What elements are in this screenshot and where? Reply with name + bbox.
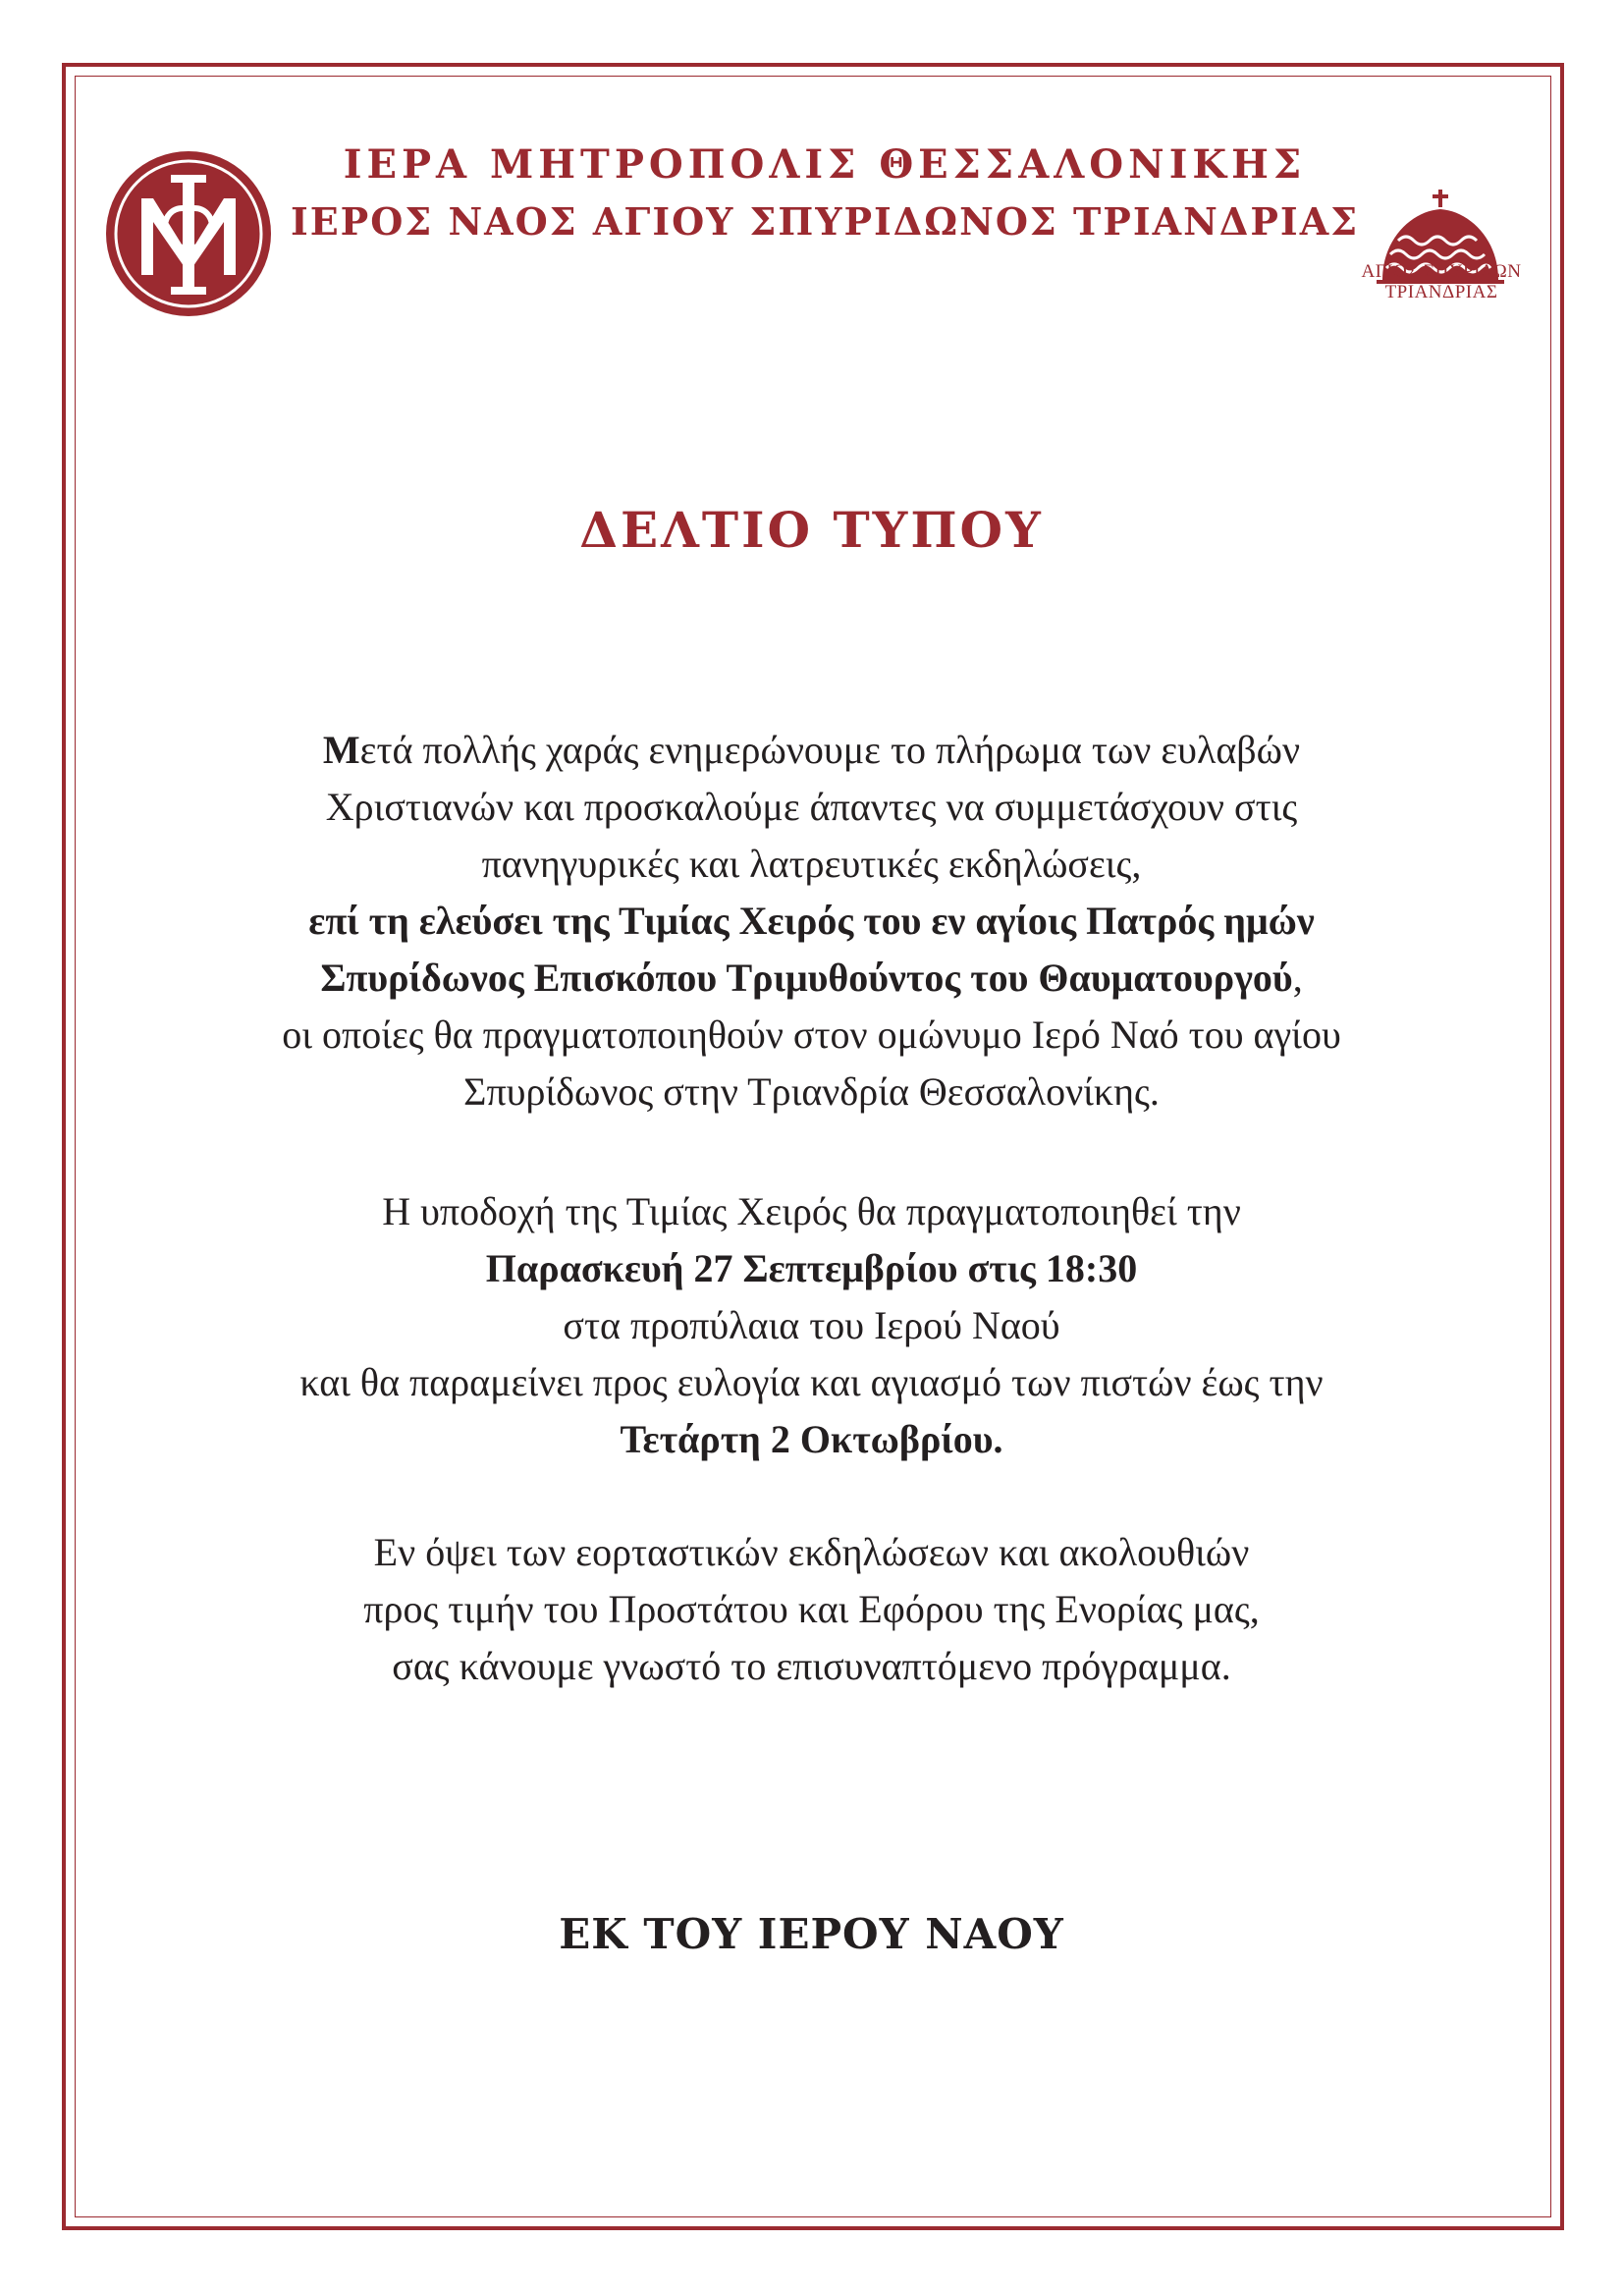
paragraph-line: Χριστιανών και προσκαλούμε άπαντες να συμμετάσχουν στις	[325, 785, 1298, 829]
paragraph-line: Σπυρίδωνος στην Τριανδρία Θεσσαλονίκης.	[463, 1069, 1160, 1114]
reception-paragraph	[118, 1183, 1505, 1468]
paragraph-line-bold: επί τη ελεύσει της Τιμίας Χειρός του εν αγίοις Πατρός ημών	[308, 899, 1315, 943]
paragraph-line: προς τιμήν του Προστάτου και Εφόρου της Ενορίας μας,	[363, 1587, 1260, 1631]
paragraph-line	[118, 722, 1505, 779]
paragraph-line: Εν όψει των εορταστικών εκδηλώσεων και ακολουθιών	[373, 1530, 1250, 1574]
paragraph-line	[118, 950, 1505, 1007]
document-title: ΔΕΛΤΙΟ ΤΥΠΟΥ	[579, 501, 1044, 559]
paragraph-line: σας κάνουμε γνωστό το επισυναπτόμενο πρόγραμμα.	[392, 1644, 1231, 1688]
parish-logo-caption-line2: ΤΡΙΑΝΔΡΙΑΣ	[1384, 282, 1498, 302]
parish-logo-caption-line1: ΑΓΙΟΣ ΣΠΥΡΙΔΩΝ	[1361, 261, 1522, 282]
end-date: Τετάρτη 2 Οκτωβρίου.	[620, 1417, 1003, 1461]
paragraph-line: και θα παραμείνει προς ευλογία και αγιασμό των πιστών έως την	[299, 1360, 1324, 1404]
paragraph-line: οι οποίες θα πραγματοποιηθούν στον ομώνυμο Ιερό Ναό του αγίου	[282, 1012, 1341, 1057]
paragraph-line: Η υποδοχή της Τιμίας Χειρός θα πραγματοποιηθεί την	[382, 1189, 1241, 1233]
drop-initial: Μ	[322, 728, 360, 772]
parish-heading: ΙΕΡΟΣ ΝΑΟΣ ΑΓΙΟΥ ΣΠΥΡΙΔΩΝΟΣ ΤΡΙΑΝΔΡΙΑΣ	[290, 199, 1360, 244]
saint-name-bold: Σπυρίδωνος Επισκόπου Τριμυθούντος του Θαυματουργού	[320, 956, 1293, 1000]
paragraph-line: στα προπύλαια του Ιερού Ναού	[563, 1303, 1060, 1347]
page-border-inner	[75, 76, 1551, 2217]
paragraph-text: ,	[1292, 956, 1303, 1000]
paragraph-line: πανηγυρικές και λατρευτικές εκδηλώσεις,	[481, 842, 1142, 886]
program-paragraph	[118, 1524, 1505, 1695]
paragraph-text: ετά πολλής χαράς ενημερώνουμε το πλήρωμα των ευλαβών	[359, 728, 1301, 772]
reception-date: Παρασκευή 27 Σεπτεμβρίου στις 18:30	[485, 1246, 1138, 1290]
parish-logo-caption	[1337, 261, 1545, 302]
signature: ΕΚ ΤΟΥ ΙΕΡΟΥ ΝΑΟΥ	[559, 1910, 1064, 1958]
metropolis-heading: ΙΕΡΑ ΜΗΤΡΟΠΟΛΙΣ ΘΕΣΣΑΛΟΝΙΚΗΣ	[343, 141, 1307, 188]
announcement-paragraph	[118, 722, 1505, 1121]
metropolis-monogram-icon	[102, 147, 275, 320]
